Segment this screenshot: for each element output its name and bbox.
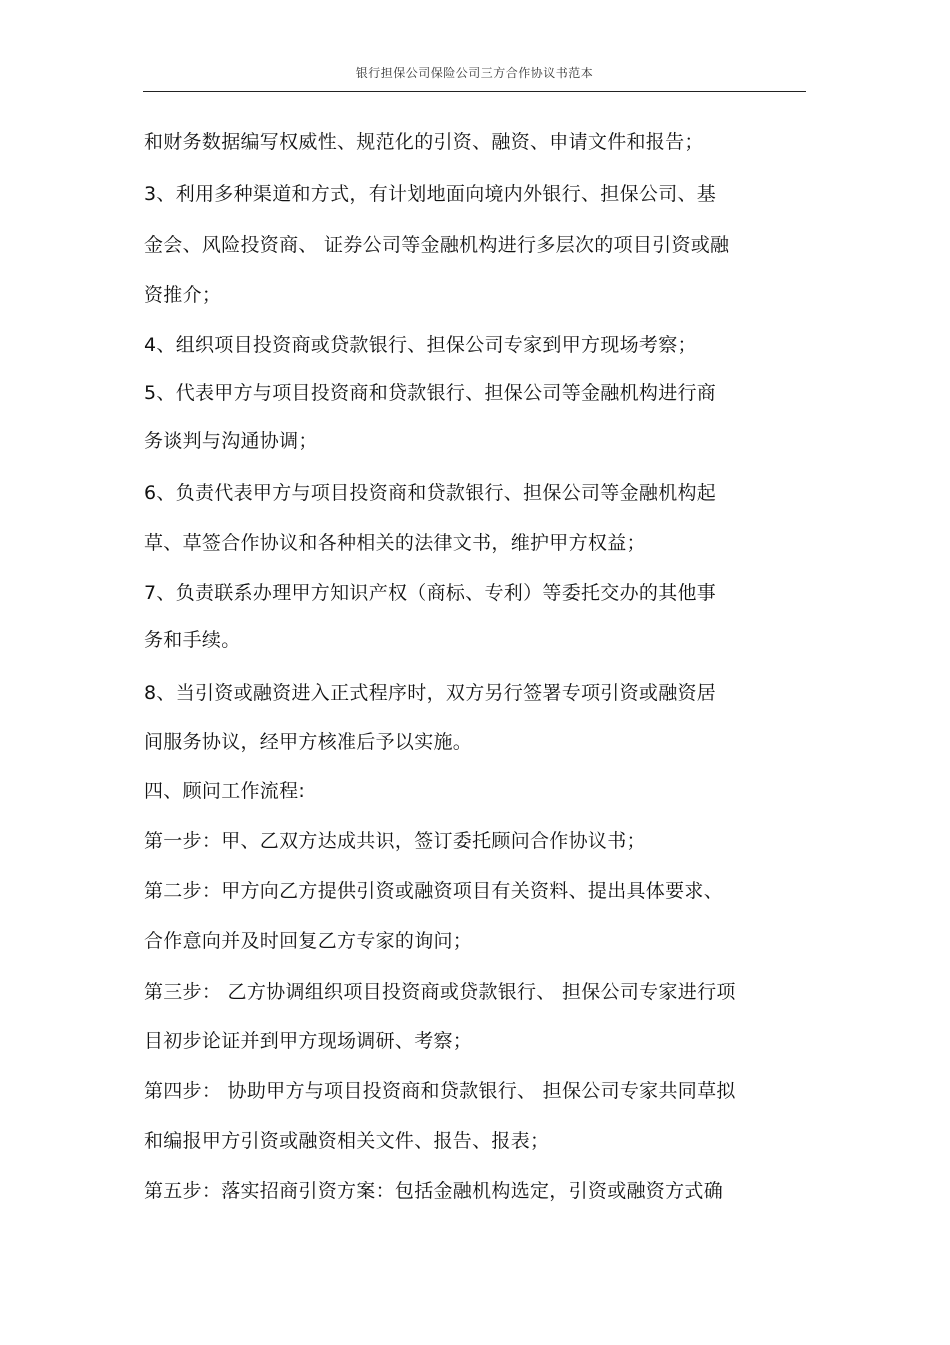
- text-line: 8、当引资或融资进入正式程序时，双方另行签署专项引资或融资居: [144, 682, 717, 704]
- header-divider: [143, 91, 806, 92]
- text-line: 和财务数据编写权威性、规范化的引资、融资、申请文件和报告；: [144, 131, 704, 153]
- text-line: 6、负责代表甲方与项目投资商和贷款银行、担保公司等金融机构起: [144, 482, 717, 504]
- text-line: 金会、风险投资商、 证券公司等金融机构进行多层次的项目引资或融: [144, 234, 730, 256]
- text-line: 7、负责联系办理甲方知识产权（商标、专利）等委托交办的其他事: [144, 582, 717, 604]
- text-line: 第五步：落实招商引资方案：包括金融机构选定，引资或融资方式确: [144, 1180, 724, 1202]
- text-line: 3、利用多种渠道和方式，有计划地面向境内外银行、担保公司、基: [144, 183, 717, 205]
- text-line: 4、组织项目投资商或贷款银行、担保公司专家到甲方现场考察；: [144, 334, 697, 356]
- text-line: 务和手续。: [144, 629, 241, 651]
- text-line: 间服务协议，经甲方核准后予以实施。: [144, 731, 473, 753]
- section-heading: 四、顾问工作流程:: [144, 780, 306, 802]
- text-line: 务谈判与沟通协调；: [144, 430, 318, 452]
- text-line: 资推介；: [144, 284, 222, 306]
- text-line: 5、代表甲方与项目投资商和贷款银行、担保公司等金融机构进行商: [144, 382, 717, 404]
- text-line: 第一步：甲、乙双方达成共识，签订委托顾问合作协议书；: [144, 830, 646, 852]
- text-line: 合作意向并及时回复乙方专家的询问；: [144, 930, 473, 952]
- text-line: 第四步： 协助甲方与项目投资商和贷款银行、 担保公司专家共同草拟: [144, 1080, 736, 1102]
- text-line: 草、草签合作协议和各种相关的法律文书，维护甲方权益；: [144, 532, 646, 554]
- text-line: 第二步：甲方向乙方提供引资或融资项目有关资料、提出具体要求、: [144, 880, 724, 902]
- page-header-title: 银行担保公司保险公司三方合作协议书范本: [355, 66, 594, 80]
- text-line: 第三步： 乙方协调组织项目投资商或贷款银行、 担保公司专家进行项: [144, 981, 736, 1003]
- text-line: 和编报甲方引资或融资相关文件、报告、报表；: [144, 1130, 550, 1152]
- text-line: 目初步论证并到甲方现场调研、考察；: [144, 1030, 473, 1052]
